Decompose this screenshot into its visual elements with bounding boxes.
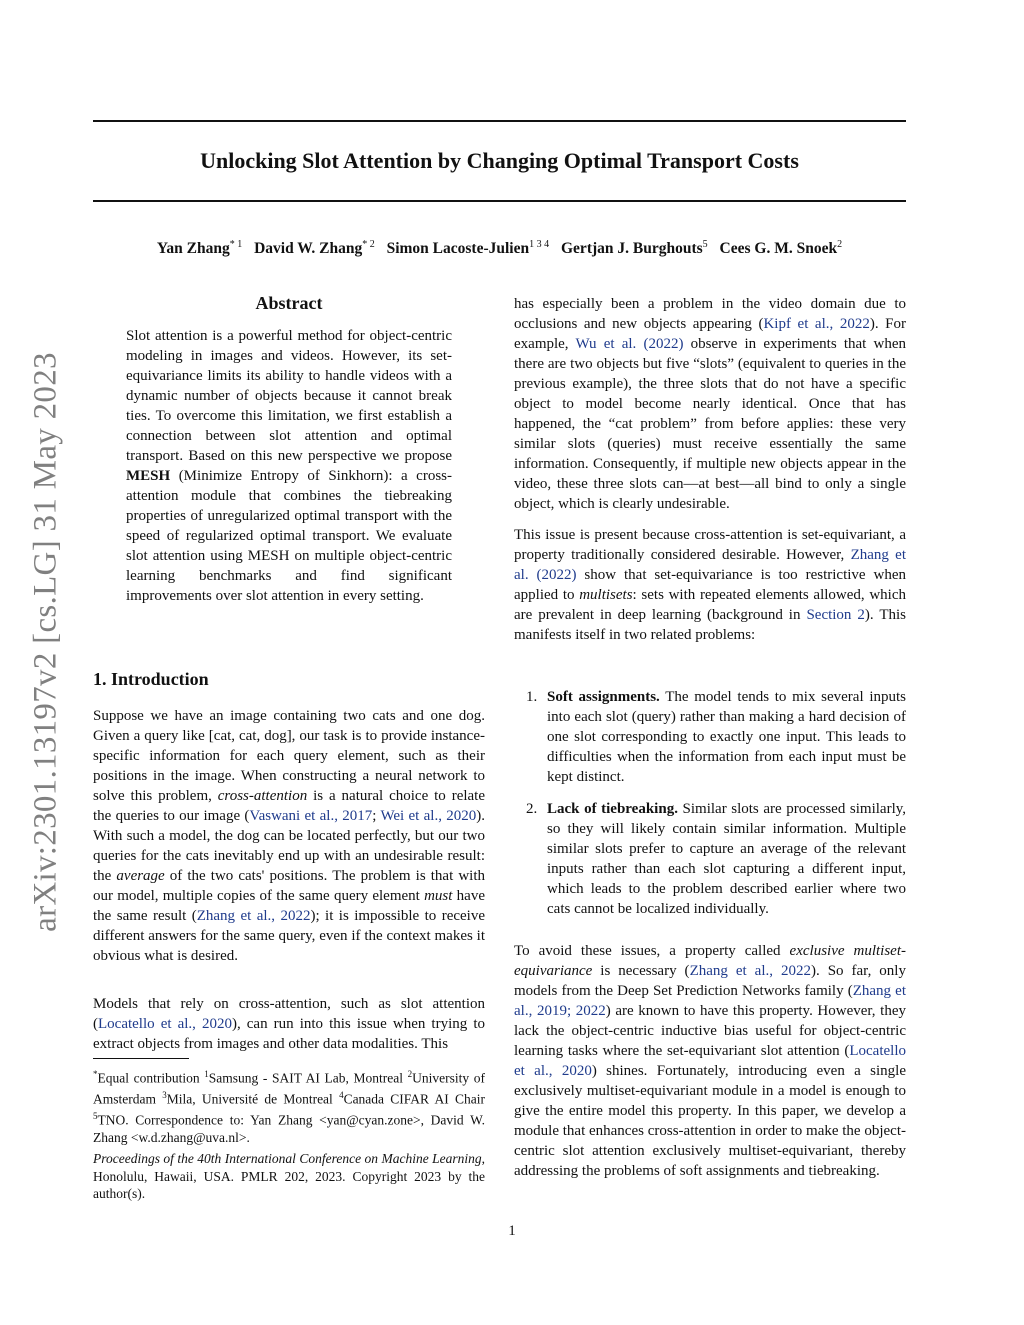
author: Yan Zhang$^{* 1}$ [156, 239, 243, 258]
citation-link[interactable]: Wei et al., 2020 [380, 808, 477, 824]
top-rule [93, 120, 906, 122]
citation-link[interactable]: Zhang et al., 2022 [689, 963, 811, 979]
author: Gertjan J. Burghouts$^5$ [561, 239, 708, 258]
citation-link[interactable]: Zhang et al. (2022) [514, 547, 906, 583]
citation-link[interactable]: Zhang et al., 2022 [196, 908, 311, 924]
footnote-rule [93, 1058, 189, 1059]
section-link[interactable]: Section 2 [806, 607, 865, 623]
intro-paragraph-2: Models that rely on cross-attention, such as slot attention (Locatello et al., 2020), can run into this issue when trying to extract objects from images and other data modalities. This [93, 996, 485, 1052]
footnote-proceedings: Proceedings of the 40th International Conference on Machine Learning, Honolulu, Hawaii, USA. PMLR 202, 2023. Copyright 2023 by the author(s). [93, 1151, 485, 1201]
paper-title: Unlocking Slot Attention by Changing Optimal Transport Costs [200, 148, 799, 173]
problem-list [514, 687, 906, 919]
page-number: 1 [508, 1223, 516, 1239]
citation-link[interactable]: Zhang et al., 2019; 2022 [514, 983, 906, 1019]
author: David W. Zhang$^{* 2}$ [254, 239, 375, 258]
arxiv-stamp-text: arXiv:2301.13197v2 [cs.LG] 31 May 2023 [27, 352, 64, 932]
abstract-heading: Abstract [255, 293, 323, 313]
right-paragraph-3: To avoid these issues, a property called exclusive multiset-equivariance is necessary (Zhang et al., 2022). So far, only models from the Deep Set Prediction Networks family (Zhang et al., 2019; 2022) are known to have this property. However, they lack the object-centric inductive bias useful for object-centric learning tasks where the set-equivariant slot attention (Locatello et al., 2020) shines. Fortunately, introducing even a single exclusively multiset-equivariant module in a model is enough to give the entire model this property. In this paper, we develop a module that enhances cross-attention in order to make the object-centric slot attention exclusively multiset-equivariant, thereby addressing the problems of soft assignments and tiebreaking. [514, 943, 906, 1179]
section-heading-introduction: 1. Introduction [93, 669, 209, 689]
list-item: 1. Soft assignments. The model tends to mix several inputs into each slot (query) rather than making a hard decision of one slot corresponding to exactly one input. This leads to difficulties when the information from each input must be kept distinct. [526, 689, 906, 785]
citation-link[interactable]: Kipf et al., 2022 [763, 316, 870, 332]
citation-link[interactable]: Locatello et al., 2020 [98, 1016, 232, 1032]
author: Simon Lacoste-Julien$^{1 3 4}$ [386, 239, 550, 258]
title-bottom-rule [93, 200, 906, 202]
author-list [93, 234, 906, 260]
right-paragraph-2: This issue is present because cross-attention is set-equivariant, a property traditionally considered desirable. However, Zhang et al. (2022) show that set-equivariance is too restrictive when applied to multisets: sets with repeated elements allowed, which are prevalent in deep learning (background in Section 2). This manifests itself in two related problems: [514, 527, 906, 643]
author: Cees G. M. Snoek$^2$ [719, 239, 843, 258]
list-item: 2. Lack of tiebreaking. Similar slots are processed similarly, so they will likely contain similar information. Multiple similar slots prefer to capture an average of the relevant inputs rather than each slot capturing a different input, which leads to the problem described earlier where two cats cannot be localized individually. [526, 801, 907, 917]
right-paragraph-1: has especially been a problem in the video domain due to occlusions and new objects appearing (Kipf et al., 2022). For example, Wu et al. (2022) observe in experiments that when there are two objects but five “slots” (equivalent to queries in the previous example), the three slots that do not have a specific object to model become nearly identical. Once that has happened, the “cat problem” from before applies: these very similar slots (queries) must receive essentially the same information. Consequently, if multiple new objects appear in the video, these three slots can—at best—all bind to only a single object, which is clearly undesirable. [514, 296, 907, 512]
intro-paragraph-1: Suppose we have an image containing two cats and one dog. Given a query like [cat, cat, dog], our task is to provide instance-specific information for each query element, such as their positions in the image. When constructing a neural network to solve this problem, cross-attention is a natural choice to relate the queries to our image (Vaswani et al., 2017; Wei et al., 2020). With such a model, the dog can be located perfectly, but our two queries for the cats inevitably end up with an undesirable result: the average of the two cats' positions. The problem is that with our model, multiple copies of the same query element must have the same result (Zhang et al., 2022); it is impossible to receive different answers for the same query, even if the context makes it obvious what is desired. [93, 708, 485, 964]
footnote-affiliations: *Equal contribution $^1$Samsung - SAIT AI Lab, Montreal $^2$University of Amsterdam $^3$Mila, Université de Montreal $^4$Canada CIFAR AI Chair $^5$TNO. Correspondence to: Yan Zhang <yan@cyan.zone>, David W. Zhang <w.d.zhang@uva.nl>. [93, 1069, 486, 1145]
abstract-body: Slot attention is a powerful method for object-centric modeling in images and videos. However, its set-equivariance limits its ability to handle videos with a dynamic number of objects because it cannot break ties. To overcome this limitation, we first establish a connection between slot attention and optimal transport. Based on this new perspective we propose MESH (Minimize Entropy of Sinkhorn): a cross-attention module that combines the tiebreaking properties of unregularized optimal transport with the speed of regularized optimal transport. We evaluate slot attention using MESH on multiple object-centric learning benchmarks and find significant improvements over slot attention in every setting. [126, 328, 452, 604]
citation-link[interactable]: Vaswani et al., 2017 [249, 808, 373, 824]
citation-link[interactable]: Locatello et al., 2020 [514, 1043, 906, 1079]
citation-link[interactable]: Wu et al. (2022) [575, 336, 684, 352]
